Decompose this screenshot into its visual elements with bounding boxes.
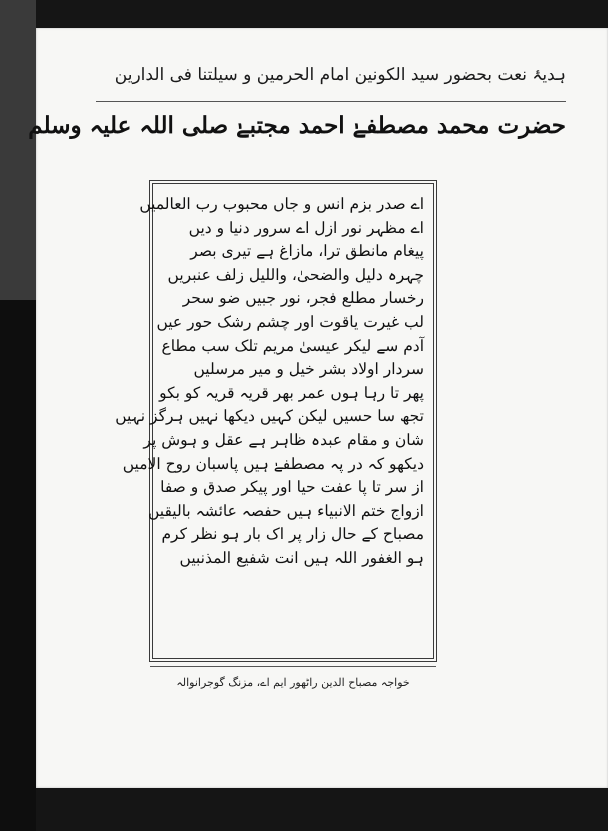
poem-line: پھر تا رہا ہوں عمر بھر قریہ قریہ کو بکو	[159, 383, 424, 402]
footer-divider	[150, 666, 436, 667]
poem-line: تجھ سا حسیں لیکن کہیں دیکھا نہیں ہرگز نہیں	[115, 407, 424, 426]
poem-line: رخسار مطلع فجر، نور جبیں ضو سحر	[182, 289, 424, 308]
poem-line: دیکھو کہ در پہ مصطفےٰ ہیں پاسبان روح الامیں	[122, 454, 424, 473]
poem-text	[115, 193, 424, 571]
header-divider	[96, 101, 566, 102]
poem-line: اے صدر بزم انس و جاں محبوب رب العالمیں	[139, 195, 424, 213]
poem-line: ازواج ختم الانبیاء ہیں حفصہ عائشہ بالیقیں	[147, 501, 424, 520]
poem-line: چہرہ دلیل والضحیٰ، واللیل زلف عنبریں	[167, 265, 424, 284]
page-title: حضرت محمد مصطفےٰ احمد مجتبےٰ صلی اللہ علیہ وسلم	[28, 112, 566, 139]
poem-line: از سر تا پا عفت حیا اور پیکر صدق و صفا	[160, 478, 424, 497]
poem-line: لب غیرت یاقوت اور چشم رشک حور عیں	[156, 312, 424, 331]
poem-line: سردار اولاد بشر خیل و میر مرسلیں	[193, 360, 424, 379]
poem-line: اے مظہر نور ازل اے سرور دنیا و دیں	[188, 218, 424, 237]
poem-line: شان و مقام عبدہ ظاہر ہے عقل و ہوش پر	[143, 430, 424, 449]
poem-line: پیغام مانطق ترا، مازاغ ہے تیری بصر	[190, 242, 424, 261]
poem-line: ہو الغفور اللہ ہیں انت شفیع المذنبیں	[179, 548, 424, 567]
poem-line: مصباح کے حال زار پر اک بار ہو نظر کرم	[161, 525, 424, 544]
poem-line: آدم سے لیکر عیسیٰ مریم تلک سب مطاع	[161, 336, 424, 355]
scan-shadow-tab	[0, 0, 36, 300]
author-credit: خواجہ مصباح الدین راٹھور ایم اے، مزنگ گوجرانوالہ	[176, 676, 410, 689]
dedication-line: ہدیۂ نعت بحضور سید الکونین امام الحرمین و سیلتنا فی الدارین	[114, 65, 566, 85]
